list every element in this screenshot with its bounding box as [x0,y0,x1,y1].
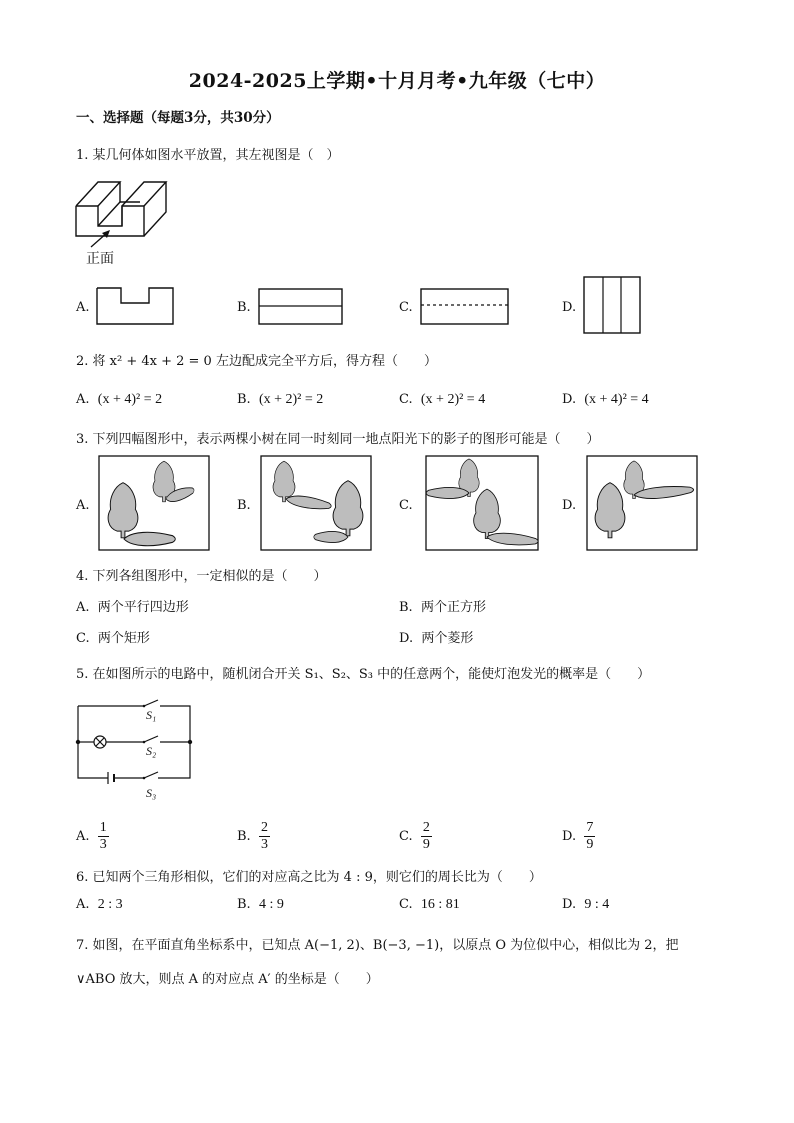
question-5-stem: 5. 在如图所示的电路中，随机闭合开关 S₁、S₂、S₃ 中的任意两个，能使灯泡发光的概率是（ ） [76,667,651,682]
front-label: 正面 [86,251,114,267]
question-2-stem: 2. 将 x² + 4x + 2 = 0 左边配成完全平方后，得方程（ ） [76,354,437,369]
q3-option-c-label[interactable]: C. [399,498,413,513]
q3-option-d-label[interactable]: D. [562,498,577,513]
q1-option-d-figure [583,276,643,336]
q4-option-d[interactable]: D. 两个菱形 [399,631,474,646]
q6-option-b[interactable]: B. 4 : 9 [237,897,284,912]
q2-option-a[interactable]: A. (x + 4)² = 2 [76,392,163,407]
question-1-stem: 1. 某几何体如图水平放置，其左视图是（ ） [76,148,340,163]
question-4-stem: 4. 下列各组图形中，一定相似的是（ ） [76,569,327,584]
q1-option-b-figure [258,288,344,326]
switch-s2-label: S₂ [146,744,157,758]
page-title: 2024-2025上学期•十月月考•九年级（七中） [188,70,606,92]
q1-option-a-figure [96,287,176,327]
q2-option-b[interactable]: B. (x + 2)² = 2 [237,392,324,407]
question-7-stem-line1: 7. 如图，在平面直角坐标系中，已知点 A(−1, 2)、B(−3, −1)，以原点 O 为位似中心，相似比为 2，把 [76,938,679,953]
q6-option-d[interactable]: D. 9 : 4 [562,897,610,912]
question-6-stem: 6. 已知两个三角形相似，它们的对应高之比为 4 : 9，则它们的周长比为（ ） [76,870,542,885]
q1-option-c-figure [420,288,510,326]
q3-option-b-figure [260,455,372,551]
q1-option-c-label[interactable]: C. [399,300,413,315]
question-7-stem-line2: ∨ABO 放大，则点 A 的对应点 A′ 的坐标是（ ） [76,972,379,987]
question-3-stem: 3. 下列四幅图形中，表示两棵小树在同一时刻同一地点阳光下的影子的图形可能是（ ） [76,432,600,447]
q2-option-d[interactable]: D. (x + 4)² = 4 [562,392,649,407]
q1-option-d-label[interactable]: D. [562,300,577,315]
q4-option-c[interactable]: C. 两个矩形 [76,631,150,646]
q2-option-c[interactable]: C. (x + 2)² = 4 [399,392,486,407]
q4-option-a[interactable]: A. 两个平行四边形 [76,600,189,615]
q6-option-c[interactable]: C. 16 : 81 [399,897,460,912]
switch-s1-label: S₁ [146,708,157,722]
q5-circuit-diagram [74,700,198,790]
section-heading: 一、选择题（每题3分，共30分） [76,110,280,126]
q3-option-a-label[interactable]: A. [76,498,90,513]
q6-option-a[interactable]: A. 2 : 3 [76,897,123,912]
q4-option-b[interactable]: B. 两个正方形 [399,600,486,615]
q3-option-b-label[interactable]: B. [237,498,251,513]
q5-option-c[interactable]: C. $\frac{2}{9}$ [399,820,430,852]
q3-option-a-figure [98,455,210,551]
q1-option-b-label[interactable]: B. [237,300,251,315]
front-arrow-icon [88,228,118,250]
q3-option-d-figure [586,455,698,551]
q1-option-a-label[interactable]: A. [76,300,90,315]
q5-option-b[interactable]: B. $\frac{2}{3}$ [237,820,268,852]
q3-option-c-figure [425,455,539,551]
switch-s3-label: S₃ [146,786,157,800]
q5-option-a[interactable]: A. $\frac{1}{3}$ [76,820,107,852]
q5-option-d[interactable]: D. $\frac{7}{9}$ [562,820,594,852]
